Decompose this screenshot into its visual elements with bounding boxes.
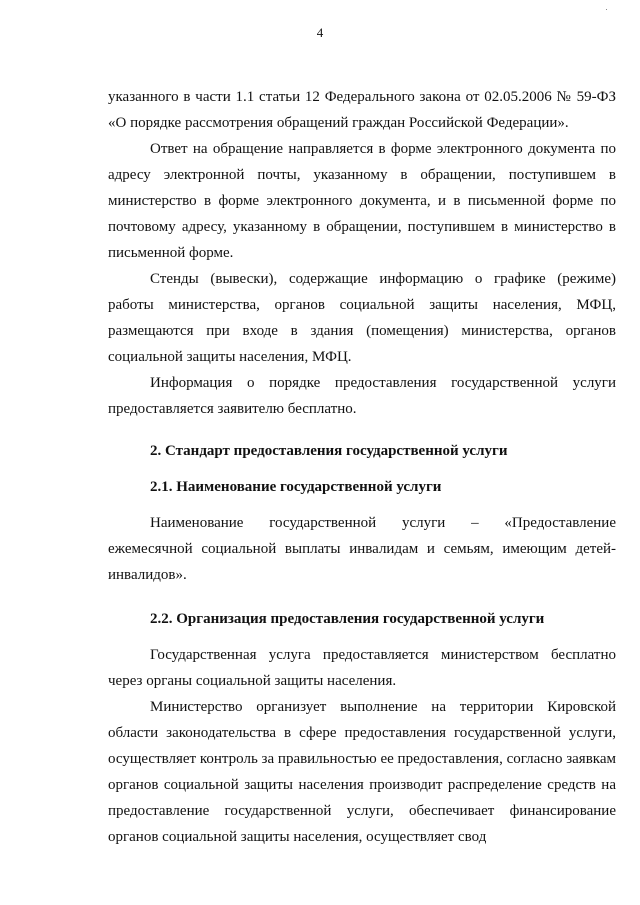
page-number: 4	[316, 25, 324, 40]
paragraph-stands: Стенды (вывески), содержащие информацию о графике (режиме) работы министерства, органов социальной защиты населения, МФЦ, размещаются при входе в здания (помещения) министерства, органов социальной защиты населения, МФЦ.	[108, 271, 616, 365]
section-heading-standard: 2. Стандарт предоставления государственной услуги	[150, 443, 508, 459]
paragraph-free-info: Информация о порядке предоставления государственной услуги предоставляется заявителю бесплатно.	[108, 375, 616, 417]
paragraph-continuation: указанного в части 1.1 статьи 12 Федерального закона от 02.05.2006 № 59-ФЗ «О порядке рассмотрения обращений граждан Российской Федерации».	[108, 89, 616, 131]
subsection-heading-organization: 2.2. Организация предоставления государственной услуги	[150, 611, 545, 627]
paragraph-service-name: Наименование государственной услуги – «Предоставление ежемесячной социальной выплаты инвалидам и семьям, имеющим детей-инвалидов».	[108, 515, 616, 583]
document-body	[108, 84, 616, 850]
subsection-heading-name: 2.1. Наименование государственной услуги	[150, 479, 442, 495]
paragraph-free-service: Государственная услуга предоставляется министерством бесплатно через органы социальной защиты населения.	[108, 647, 616, 689]
scan-artifact	[606, 9, 607, 10]
paragraph-response: Ответ на обращение направляется в форме электронного документа по адресу электронной почты, указанному в обращении, поступившем в министерство в форме электронного документа, и в письменной форме по почтовому адресу, указанному в обращении, поступившем в министерство в письменной форме.	[108, 141, 616, 261]
paragraph-ministry-duties: Министерство организует выполнение на территории Кировской области законодательства в сфере предоставления государственной услуги, осуществляет контроль за правильностью ее предоставления, согласно заявкам органов социальной защиты населения производит распределение средств на предоставление государственной услуги, обеспечивает финансирование органов социальной защиты населения, осуществляет свод	[108, 699, 616, 845]
